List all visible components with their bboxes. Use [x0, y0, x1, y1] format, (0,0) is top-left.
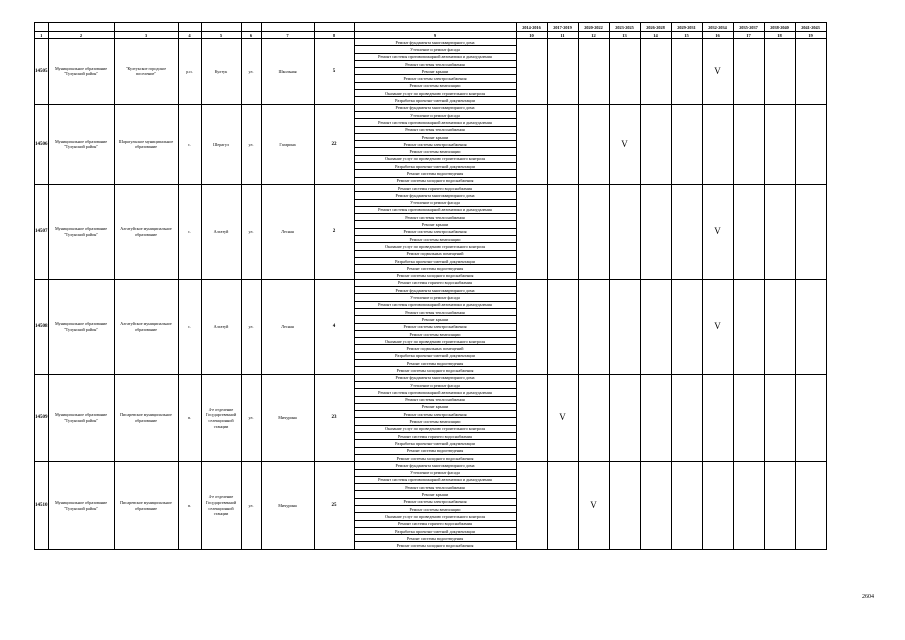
period-cell [547, 184, 578, 279]
district-cell: Муниципальное образование "Тулунский район" [48, 374, 114, 462]
period-cell [516, 279, 547, 374]
period-cell [578, 279, 609, 374]
period-cell [640, 104, 671, 184]
locality-cell: Шерагул [201, 104, 241, 184]
work-type-cell: Ремонт системы электроснабжения [354, 498, 516, 505]
work-type-cell: Ремонт системы горячего водоснабжения [354, 433, 516, 440]
work-type-cell: Ремонт системы теплоснабжения [354, 60, 516, 67]
work-type-cell: Ремонт системы противопожарной автоматики и дымоудаления [354, 206, 516, 213]
capital-repair-schedule-table [34, 22, 827, 550]
period-cell [702, 374, 733, 462]
work-type-cell: Ремонт системы электроснабжения [354, 228, 516, 235]
period-cell [764, 462, 795, 550]
work-type-cell: Ремонт фундамента многоквартирного дома [354, 374, 516, 381]
column-number-cell: 17 [733, 32, 764, 39]
street-type-cell: ул. [241, 462, 261, 550]
work-type-cell: Ремонт системы вентиляции [354, 82, 516, 89]
period-cell [733, 374, 764, 462]
period-cell [795, 462, 826, 550]
work-type-cell: Утепление и ремонт фасада [354, 469, 516, 476]
settlement-cell: "Култукское городское поселение" [114, 39, 178, 105]
work-type-cell: Разработка проектно-сметной документации [354, 352, 516, 359]
scheduled-period-mark: V [702, 184, 733, 279]
column-number-cell: 7 [261, 32, 314, 39]
work-type-cell: Ремонт системы электроснабжения [354, 411, 516, 418]
period-cell [609, 279, 640, 374]
work-type-cell: Ремонт системы водоотведения [354, 447, 516, 454]
period-cell [671, 104, 702, 184]
period-header-cell: 2032-2034 [702, 23, 733, 32]
locality-cell: Алгатуй [201, 279, 241, 374]
work-type-cell: Оказание услуг по проведению строительного контроля [354, 425, 516, 432]
period-cell [516, 104, 547, 184]
period-header-cell: 2035-2037 [733, 23, 764, 32]
scheduled-period-mark: V [547, 374, 578, 462]
street-cell: Школьная [261, 39, 314, 105]
street-type-cell: ул. [241, 104, 261, 184]
column-number-cell: 6 [241, 32, 261, 39]
work-type-cell: Ремонт фундамента многоквартирного дома [354, 462, 516, 469]
period-cell [547, 39, 578, 105]
period-cell [640, 39, 671, 105]
work-type-cell: Ремонт системы теплоснабжения [354, 214, 516, 221]
settlement-cell: Шарагульское муниципальное образование [114, 104, 178, 184]
scheduled-period-mark: V [702, 279, 733, 374]
scheduled-period-mark: V [609, 104, 640, 184]
work-type-cell: Ремонт фундамента многоквартирного дома [354, 104, 516, 111]
work-type-cell: Разработка проектно-сметной документации [354, 527, 516, 534]
period-cell [764, 374, 795, 462]
period-cell [671, 39, 702, 105]
period-cell [671, 184, 702, 279]
record-id-cell: 14506 [35, 104, 49, 184]
work-type-cell: Ремонт системы вентиляции [354, 236, 516, 243]
locality-cell: Алгатуй [201, 184, 241, 279]
table-body [35, 23, 827, 550]
column-number-cell: 12 [578, 32, 609, 39]
column-number-cell: 3 [114, 32, 178, 39]
table-row [35, 279, 827, 286]
period-cell [671, 462, 702, 550]
header-empty-cell [241, 23, 261, 32]
work-type-cell: Ремонт системы теплоснабжения [354, 396, 516, 403]
work-type-cell: Ремонт крыши [354, 491, 516, 498]
district-cell: Муниципальное образование "Тулунский район" [48, 39, 114, 105]
work-type-cell: Ремонт системы горячего водоснабжения [354, 184, 516, 191]
work-type-cell: Ремонт системы противопожарной автоматики и дымоудаления [354, 119, 516, 126]
header-empty-cell [201, 23, 241, 32]
work-type-cell: Ремонт системы вентиляции [354, 506, 516, 513]
period-cell [516, 374, 547, 462]
work-type-cell: Ремонт фундамента многоквартирного дома [354, 192, 516, 199]
period-header-cell: 2041-2043 [795, 23, 826, 32]
column-number-cell: 14 [640, 32, 671, 39]
scheduled-period-mark: V [578, 462, 609, 550]
work-type-cell: Ремонт системы вентиляции [354, 148, 516, 155]
work-type-cell: Ремонт фундамента многоквартирного дома [354, 39, 516, 46]
column-number-cell: 1 [35, 32, 49, 39]
work-type-cell: Ремонт системы электроснабжения [354, 323, 516, 330]
work-type-cell: Оказание услуг по проведению строительного контроля [354, 243, 516, 250]
work-type-cell: Ремонт крыши [354, 316, 516, 323]
work-type-cell: Утепление и ремонт фасада [354, 294, 516, 301]
period-cell [733, 104, 764, 184]
table-row [35, 462, 827, 469]
street-type-cell: ул. [241, 39, 261, 105]
column-number-row [35, 32, 827, 39]
work-type-cell: Ремонт системы водоотведения [354, 535, 516, 542]
period-cell [733, 279, 764, 374]
period-cell [733, 462, 764, 550]
district-cell: Муниципальное образование "Тулунский район" [48, 462, 114, 550]
street-type-cell: ул. [241, 374, 261, 462]
work-type-cell: Оказание услуг по проведению строительного контроля [354, 90, 516, 97]
settlement-type-cell: с. [178, 184, 201, 279]
column-number-cell: 11 [547, 32, 578, 39]
work-type-cell: Ремонт системы горячего водоснабжения [354, 279, 516, 286]
work-type-cell: Ремонт системы водоотведения [354, 265, 516, 272]
work-type-cell: Ремонт системы теплоснабжения [354, 484, 516, 491]
period-cell [547, 279, 578, 374]
street-cell: Мичурина [261, 462, 314, 550]
work-type-cell: Утепление и ремонт фасада [354, 199, 516, 206]
work-type-cell: Ремонт системы водоотведения [354, 170, 516, 177]
table-row [35, 184, 827, 191]
period-cell [764, 279, 795, 374]
work-type-cell: Ремонт системы противопожарной автоматики и дымоудаления [354, 476, 516, 483]
column-number-cell: 10 [516, 32, 547, 39]
work-type-cell: Разработка проектно-сметной документации [354, 97, 516, 104]
header-empty-cell [314, 23, 354, 32]
settlement-type-cell: п. [178, 462, 201, 550]
work-type-cell: Ремонт крыши [354, 68, 516, 75]
work-type-cell: Ремонт системы теплоснабжения [354, 308, 516, 315]
period-cell [547, 462, 578, 550]
period-cell [640, 279, 671, 374]
period-cell [516, 462, 547, 550]
column-number-cell: 8 [314, 32, 354, 39]
street-type-cell: ул. [241, 279, 261, 374]
district-cell: Муниципальное образование "Тулунский район" [48, 279, 114, 374]
period-header-cell: 2029-2031 [671, 23, 702, 32]
period-cell [702, 104, 733, 184]
period-cell [764, 39, 795, 105]
settlement-type-cell: с. [178, 104, 201, 184]
period-cell [578, 374, 609, 462]
locality-cell: 4-е отделение Государственной селекционной станции [201, 462, 241, 550]
period-cell [733, 39, 764, 105]
period-cell [609, 184, 640, 279]
period-header-cell: 2026-2028 [640, 23, 671, 32]
record-id-cell: 14509 [35, 374, 49, 462]
district-cell: Муниципальное образование "Тулунский район" [48, 104, 114, 184]
period-header-cell: 2038-2040 [764, 23, 795, 32]
work-type-cell: Ремонт подвальных помещений [354, 345, 516, 352]
locality-cell: 4-е отделение Государственной селекционной станции [201, 374, 241, 462]
work-type-cell: Ремонт подвальных помещений [354, 250, 516, 257]
header-empty-cell [35, 23, 49, 32]
work-type-cell: Ремонт крыши [354, 221, 516, 228]
work-type-cell: Ремонт крыши [354, 133, 516, 140]
column-number-cell: 15 [671, 32, 702, 39]
column-number-cell: 9 [354, 32, 516, 39]
work-type-cell: Ремонт системы холодного водоснабжения [354, 177, 516, 184]
locality-cell: Култук [201, 39, 241, 105]
settlement-type-cell: п. [178, 374, 201, 462]
work-type-cell: Ремонт системы противопожарной автоматики и дымоудаления [354, 53, 516, 60]
settlement-cell: Алгатуйское муниципальное образование [114, 279, 178, 374]
street-cell: Лесная [261, 184, 314, 279]
record-id-cell: 14505 [35, 39, 49, 105]
table-row [35, 374, 827, 381]
period-cell [795, 39, 826, 105]
period-cell [609, 39, 640, 105]
period-cell [795, 104, 826, 184]
work-type-cell: Ремонт системы вентиляции [354, 330, 516, 337]
settlement-cell: Писаревское муниципальное образование [114, 374, 178, 462]
work-type-cell: Ремонт системы электроснабжения [354, 141, 516, 148]
house-number-cell: 22 [314, 104, 354, 184]
work-type-cell: Оказание услуг по проведению строительного контроля [354, 155, 516, 162]
period-header-row [35, 23, 827, 32]
work-type-cell: Ремонт системы противопожарной автоматики и дымоудаления [354, 389, 516, 396]
period-cell [764, 104, 795, 184]
header-empty-cell [178, 23, 201, 32]
period-cell [733, 184, 764, 279]
work-type-cell: Разработка проектно-сметной документации [354, 163, 516, 170]
period-cell [609, 462, 640, 550]
period-cell [609, 374, 640, 462]
work-type-cell: Разработка проектно-сметной документации [354, 440, 516, 447]
record-id-cell: 14508 [35, 279, 49, 374]
street-cell: Лесная [261, 279, 314, 374]
work-type-cell: Ремонт системы электроснабжения [354, 75, 516, 82]
settlement-type-cell: р.п. [178, 39, 201, 105]
street-cell: Гагарина [261, 104, 314, 184]
period-cell [671, 279, 702, 374]
period-cell [578, 39, 609, 105]
record-id-cell: 14510 [35, 462, 49, 550]
work-type-cell: Ремонт системы холодного водоснабжения [354, 367, 516, 374]
settlement-cell: Алгатуйское муниципальное образование [114, 184, 178, 279]
house-number-cell: 4 [314, 279, 354, 374]
work-type-cell: Ремонт системы водоотведения [354, 360, 516, 367]
table-row [35, 39, 827, 46]
work-type-cell: Утепление и ремонт фасада [354, 111, 516, 118]
work-type-cell: Ремонт системы противопожарной автоматики и дымоудаления [354, 301, 516, 308]
house-number-cell: 23 [314, 374, 354, 462]
column-number-cell: 18 [764, 32, 795, 39]
header-empty-cell [261, 23, 314, 32]
work-type-cell: Ремонт системы холодного водоснабжения [354, 454, 516, 461]
street-type-cell: ул. [241, 184, 261, 279]
period-cell [516, 39, 547, 105]
period-cell [795, 279, 826, 374]
header-empty-cell [48, 23, 114, 32]
period-cell [640, 374, 671, 462]
work-type-cell: Разработка проектно-сметной документации [354, 257, 516, 264]
work-type-cell: Ремонт системы теплоснабжения [354, 126, 516, 133]
period-cell [702, 462, 733, 550]
period-cell [640, 184, 671, 279]
column-number-cell: 4 [178, 32, 201, 39]
period-cell [578, 104, 609, 184]
period-cell [795, 374, 826, 462]
header-empty-cell [354, 23, 516, 32]
scheduled-period-mark: V [702, 39, 733, 105]
work-type-cell: Оказание услуг по проведению строительного контроля [354, 338, 516, 345]
work-type-cell: Оказание услуг по проведению строительного контроля [354, 513, 516, 520]
period-header-cell: 2020-2022 [578, 23, 609, 32]
period-header-cell: 2014-2016 [516, 23, 547, 32]
record-id-cell: 14507 [35, 184, 49, 279]
work-type-cell: Утепление и ремонт фасада [354, 381, 516, 388]
column-number-cell: 5 [201, 32, 241, 39]
period-header-cell: 2023-2025 [609, 23, 640, 32]
column-number-cell: 13 [609, 32, 640, 39]
capital-repair-schedule-sheet [34, 22, 827, 550]
period-cell [764, 184, 795, 279]
column-number-cell: 19 [795, 32, 826, 39]
work-type-cell: Ремонт системы горячего водоснабжения [354, 520, 516, 527]
period-cell [795, 184, 826, 279]
house-number-cell: 5 [314, 39, 354, 105]
work-type-cell: Ремонт системы холодного водоснабжения [354, 272, 516, 279]
period-cell [516, 184, 547, 279]
period-cell [671, 374, 702, 462]
settlement-type-cell: с. [178, 279, 201, 374]
house-number-cell: 25 [314, 462, 354, 550]
settlement-cell: Писаревское муниципальное образование [114, 462, 178, 550]
work-type-cell: Ремонт крыши [354, 403, 516, 410]
header-empty-cell [114, 23, 178, 32]
work-type-cell: Утепление и ремонт фасада [354, 46, 516, 53]
work-type-cell: Ремонт системы вентиляции [354, 418, 516, 425]
period-cell [578, 184, 609, 279]
street-cell: Мичурина [261, 374, 314, 462]
page-number: 2604 [862, 594, 874, 600]
work-type-cell: Ремонт системы холодного водоснабжения [354, 542, 516, 549]
period-header-cell: 2017-2019 [547, 23, 578, 32]
period-cell [547, 104, 578, 184]
house-number-cell: 2 [314, 184, 354, 279]
district-cell: Муниципальное образование "Тулунский район" [48, 184, 114, 279]
table-row [35, 104, 827, 111]
work-type-cell: Ремонт фундамента многоквартирного дома [354, 287, 516, 294]
column-number-cell: 2 [48, 32, 114, 39]
column-number-cell: 16 [702, 32, 733, 39]
period-cell [640, 462, 671, 550]
